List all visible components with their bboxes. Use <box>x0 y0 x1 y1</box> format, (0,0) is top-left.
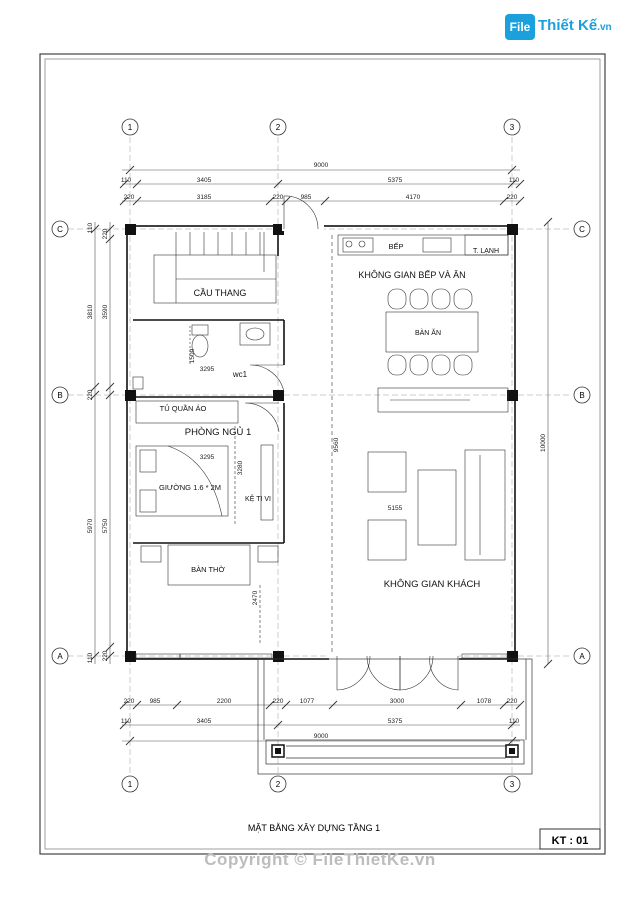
living-furniture <box>368 388 508 560</box>
dim-bottom-1: 3405 <box>196 718 212 725</box>
dim-left-1: 110 <box>87 222 94 234</box>
dim-top-2: 3185 <box>196 194 212 201</box>
column <box>507 224 518 235</box>
dim-bottom-2: 1077 <box>299 698 315 705</box>
door-leaf <box>430 656 458 690</box>
dim-bottom-2: 985 <box>149 698 161 705</box>
door-leaf <box>337 656 370 690</box>
porch-columns <box>272 745 518 757</box>
dim-top-1: 5375 <box>387 177 403 184</box>
column <box>507 390 518 401</box>
axis-label-1-bottom: 1 <box>127 780 133 789</box>
porch-column-core <box>509 748 515 754</box>
dim-bedroom-height: 3280 <box>237 460 244 476</box>
grid-lines <box>68 137 572 776</box>
dim-left-1: 3810 <box>87 304 94 320</box>
dining-table-label: BÀN ĂN <box>414 330 442 337</box>
sofa <box>465 450 505 560</box>
dim-bottom-total: 9000 <box>313 733 329 740</box>
dim-top-1: 110 <box>508 177 520 184</box>
dim-left-1: 110 <box>87 652 94 664</box>
pillow <box>140 450 156 472</box>
dim-wc-width: 3295 <box>199 366 215 373</box>
column <box>273 651 284 662</box>
column <box>125 390 136 401</box>
axis-label-a-right: A <box>579 652 585 661</box>
dining-chair <box>432 355 450 375</box>
burner <box>359 241 365 247</box>
bedroom-furniture <box>136 401 279 526</box>
dim-right-total: 10000 <box>540 433 547 453</box>
dimension-texts <box>121 162 520 740</box>
dim-top-2: 4170 <box>405 194 421 201</box>
dim-left-1: 5970 <box>87 518 94 534</box>
dim-left-2: 220 <box>102 228 109 240</box>
altar-label: BÀN THỜ <box>191 565 225 574</box>
living-label: KHÔNG GIAN KHÁCH <box>383 579 481 590</box>
wc-door <box>250 365 284 392</box>
dim-bottom-1: 110 <box>508 718 520 725</box>
tv-shelf-label: KỆ TI VI <box>245 496 271 503</box>
dining-chair <box>454 289 472 309</box>
dining-chair <box>410 289 428 309</box>
cooktop <box>343 238 373 252</box>
copyright-watermark: Copyright © FileThietKe.vn <box>204 850 436 869</box>
porch-outline <box>258 659 532 774</box>
axis-label-3-bottom: 3 <box>509 780 515 789</box>
dining-chair <box>454 355 472 375</box>
axis-label-c-left: C <box>57 225 63 234</box>
axis-bubbles <box>52 119 590 792</box>
dim-top-1: 3405 <box>196 177 212 184</box>
axis-label-a-left: A <box>57 652 63 661</box>
column <box>273 390 284 401</box>
axis-label-2-top: 2 <box>275 123 281 132</box>
dim-top-2: 220 <box>272 194 284 201</box>
column <box>507 651 518 662</box>
porch <box>258 659 532 774</box>
drawing-title: MẶT BẰNG XÂY DỰNG TẦNG 1 <box>247 823 381 833</box>
bedroom-label: PHÒNG NGỦ 1 <box>184 427 252 438</box>
bed-label: GIƯỜNG 1.6 * 2M <box>158 483 222 492</box>
logo-name-text: Thiết Kế <box>538 17 598 34</box>
dim-bottom-1: 5375 <box>387 718 403 725</box>
dim-bottom-2: 3000 <box>389 698 405 705</box>
wardrobe-label: TỦ QUẦN ÁO <box>159 404 207 413</box>
burner <box>346 241 352 247</box>
logo-badge: File <box>505 14 535 40</box>
kitchen-label: BẾP <box>388 242 404 251</box>
dim-left-2: 220 <box>102 650 109 662</box>
stairs-label: CẦU THANG <box>193 288 247 298</box>
room-labels <box>159 241 499 590</box>
dim-bottom-2: 220 <box>506 698 518 705</box>
axis-label-b-right: B <box>579 391 585 400</box>
dim-bottom-1: 110 <box>120 718 132 725</box>
dim-bottom-2: 220 <box>123 698 135 705</box>
dim-top-1: 110 <box>120 177 132 184</box>
dim-bottom-2: 220 <box>272 698 284 705</box>
pillow <box>140 490 156 512</box>
porch-step <box>266 740 524 764</box>
logo-suffix: .vn <box>597 22 612 33</box>
dim-top-2: 220 <box>123 194 135 201</box>
dimension-texts-vertical <box>87 222 547 663</box>
front-opening <box>329 652 459 661</box>
dining-chair <box>432 289 450 309</box>
fridge-label: T. LẠNH <box>472 248 500 255</box>
dim-top-total: 9000 <box>313 162 329 169</box>
altar-side <box>141 546 161 562</box>
axis-label-1-top: 1 <box>127 123 133 132</box>
column <box>125 651 136 662</box>
dim-living-depth: 9560 <box>333 437 340 453</box>
wc-label: wc1 <box>232 370 248 379</box>
axis-label-b-left: B <box>57 391 63 400</box>
axis-label-3-top: 3 <box>509 123 515 132</box>
porch-column-core <box>275 748 281 754</box>
wc-fixtures <box>133 323 284 392</box>
toilet-tank <box>192 325 208 335</box>
dining-chair <box>388 355 406 375</box>
wc-shaft <box>133 377 143 389</box>
tv-shelf <box>261 445 273 520</box>
dim-bedroom-width: 3295 <box>199 454 215 461</box>
dim-top-2: 985 <box>300 194 312 201</box>
basin-bowl <box>246 328 264 340</box>
sink <box>423 238 451 252</box>
armchair <box>368 520 406 560</box>
dim-altar-depth: 2470 <box>252 590 259 606</box>
door-leaf <box>400 656 433 690</box>
column <box>125 224 136 235</box>
dim-left-2: 3590 <box>102 304 109 320</box>
dining-chair <box>410 355 428 375</box>
dim-top-2: 220 <box>506 194 518 201</box>
kitchen-dining-label: KHÔNG GIAN BẾP VÀ ĂN <box>358 270 466 280</box>
coffee-table <box>418 470 456 545</box>
wash-basin <box>240 323 270 345</box>
axis-label-c-right: C <box>579 225 585 234</box>
sheet-number: KT : 01 <box>551 835 589 847</box>
dining-chair <box>388 289 406 309</box>
dim-left-2: 5750 <box>102 518 109 534</box>
dim-bottom-2: 2200 <box>216 698 232 705</box>
dim-sofa-width: 5155 <box>387 505 403 512</box>
dim-wc-height: 1500 <box>189 348 196 364</box>
dim-left-1: 220 <box>87 389 94 401</box>
axis-label-2-bottom: 2 <box>275 780 281 789</box>
dim-bottom-2: 1078 <box>476 698 492 705</box>
altar-side <box>258 546 278 562</box>
door-leaf <box>367 656 400 690</box>
armchair <box>368 452 406 492</box>
